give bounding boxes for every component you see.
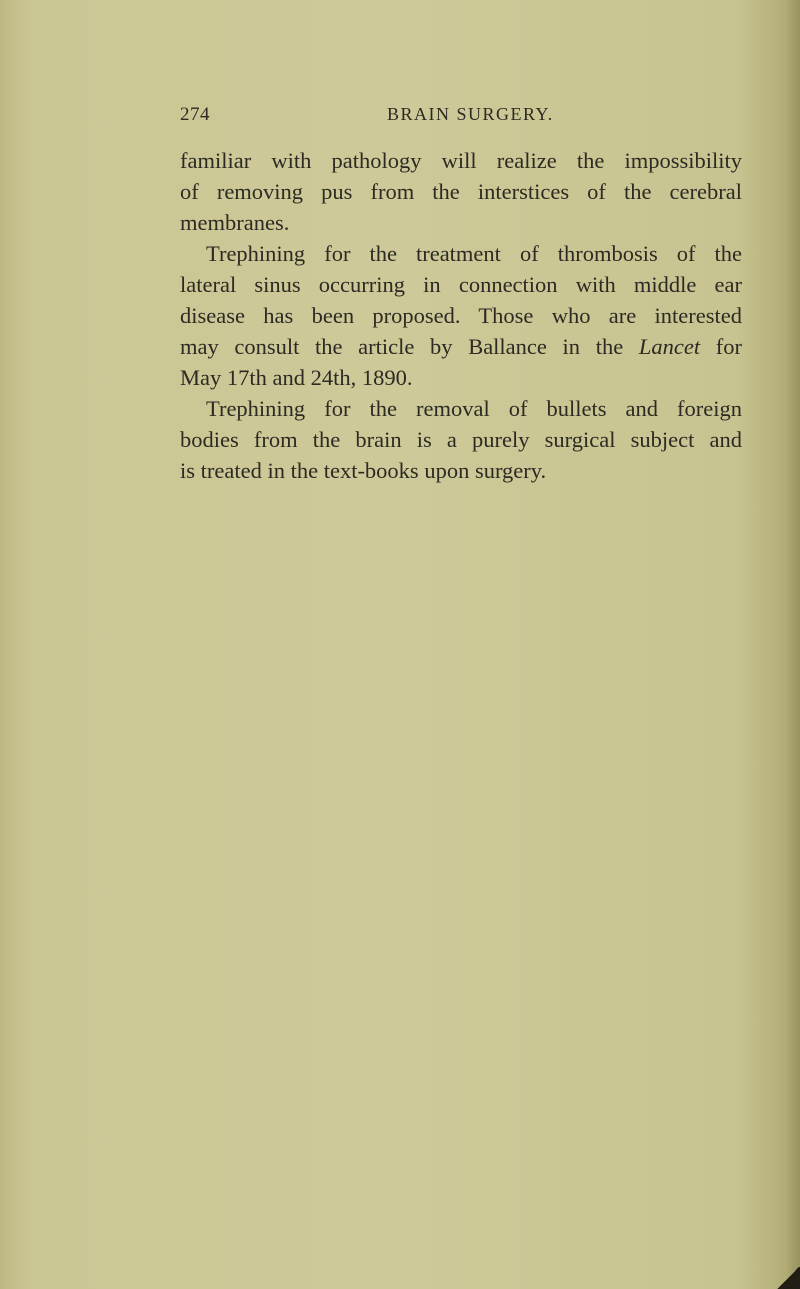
paragraph-3	[180, 393, 742, 486]
text-segment: may consult the article by Ballance in the	[180, 334, 639, 359]
text-line: disease has been proposed. Those who are interested	[180, 303, 742, 328]
text-line	[180, 331, 742, 362]
running-head	[180, 104, 740, 132]
paragraph-1	[180, 145, 742, 238]
text-line: of removing pus from the interstices of the cerebral	[180, 179, 742, 204]
page-corner	[776, 1267, 800, 1289]
page-number: 274	[180, 104, 210, 125]
text-line: Trephining for the removal of bullets and foreign	[206, 396, 742, 421]
body-text	[180, 145, 742, 486]
text-line: May 17th and 24th, 1890.	[180, 365, 413, 390]
running-title: BRAIN SURGERY.	[387, 104, 554, 124]
text-line: familiar with pathology will realize the impossibility	[180, 148, 742, 173]
text-line: is treated in the text-books upon surgery.	[180, 458, 547, 483]
text-line: membranes.	[180, 210, 290, 235]
paragraph-2	[180, 238, 742, 393]
text-line: bodies from the brain is a purely surgical subject and	[180, 427, 742, 452]
text-line: Trephining for the treatment of thrombosis of the	[206, 241, 742, 266]
text-segment: for	[700, 334, 742, 359]
journal-title: Lancet	[638, 334, 701, 359]
page-edge-shadow	[786, 0, 800, 1289]
text-line: lateral sinus occurring in connection with middle ear	[180, 272, 742, 297]
